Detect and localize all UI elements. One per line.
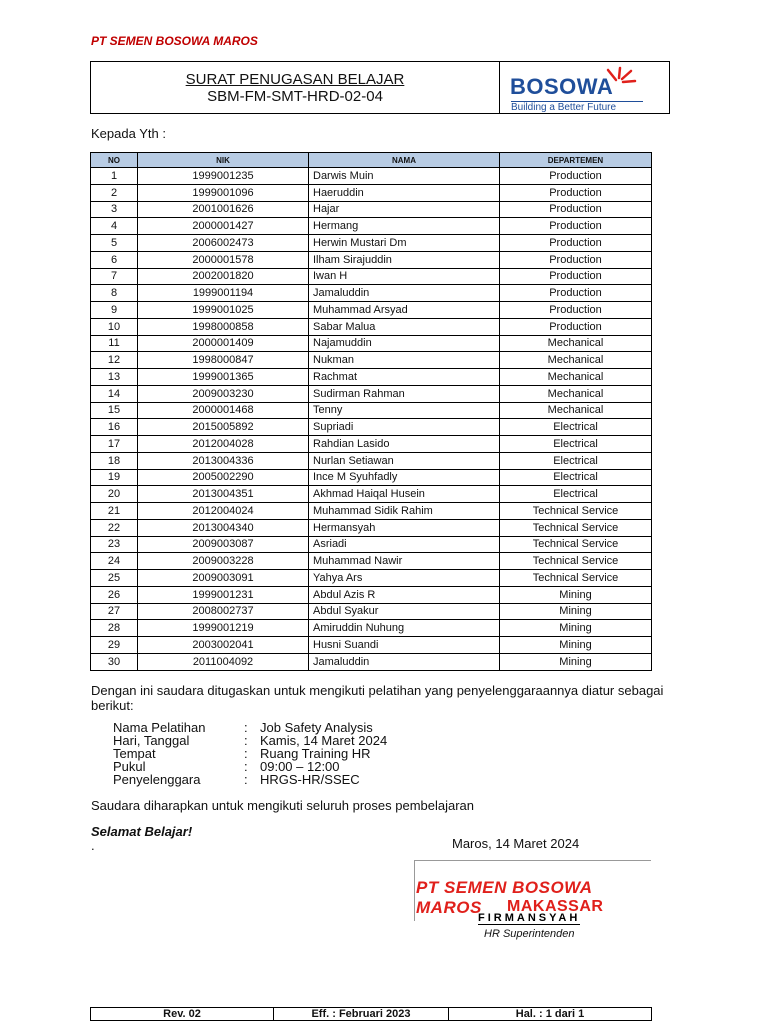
detail-label: Pukul xyxy=(113,759,146,774)
row-no: 8 xyxy=(91,285,138,302)
row-departemen: Mechanical xyxy=(500,402,652,419)
row-nik: 2015005892 xyxy=(138,419,309,436)
closing-text: Saudara diharapkan untuk mengikuti seluruh proses pembelajaran xyxy=(91,798,475,813)
row-nik: 1999001025 xyxy=(138,302,309,319)
title-cell xyxy=(91,62,500,113)
signer-name: FIRMANSYAH xyxy=(478,912,581,924)
row-no: 28 xyxy=(91,620,138,637)
row-departemen: Mining xyxy=(500,603,652,620)
stamp-company: PT SEMEN BOSOWA MAROS xyxy=(416,878,592,917)
assignment-paragraph: Dengan ini saudara ditugaskan untuk mengikuti pelatihan yang penyelenggaraannya diatur sebagai berikut: xyxy=(91,683,664,713)
row-no: 11 xyxy=(91,335,138,352)
row-nama: Herwin Mustari Dm xyxy=(309,235,500,252)
row-nik: 2011004092 xyxy=(138,653,309,670)
table-row xyxy=(91,637,652,654)
detail-label: Hari, Tanggal xyxy=(113,733,190,748)
footer-effective-date: Eff. : Februari 2023 xyxy=(274,1008,449,1020)
detail-separator: : xyxy=(244,746,248,761)
row-departemen: Technical Service xyxy=(500,519,652,536)
row-departemen: Production xyxy=(500,302,652,319)
table-row xyxy=(91,184,652,201)
table-row xyxy=(91,335,652,352)
row-departemen: Production xyxy=(500,285,652,302)
row-nama: Supriadi xyxy=(309,419,500,436)
row-departemen: Electrical xyxy=(500,486,652,503)
table-row xyxy=(91,302,652,319)
footer-page: Hal. : 1 dari 1 xyxy=(515,1008,585,1020)
table-row xyxy=(91,503,652,520)
row-nik: 2002001820 xyxy=(138,268,309,285)
row-nama: Amiruddin Nuhung xyxy=(309,620,500,637)
row-nama: Yahya Ars xyxy=(309,570,500,587)
row-no: 2 xyxy=(91,184,138,201)
row-nik: 1999001231 xyxy=(138,586,309,603)
training-details xyxy=(113,721,387,786)
recipient-label: Kepada Yth : xyxy=(91,126,166,141)
row-nik: 1999001235 xyxy=(138,168,309,185)
table-row xyxy=(91,570,652,587)
place-date: Maros, 14 Maret 2024 xyxy=(452,836,580,851)
row-departemen: Production xyxy=(500,168,652,185)
row-nama: Iwan H xyxy=(309,268,500,285)
row-no: 16 xyxy=(91,419,138,436)
row-nama: Nurlan Setiawan xyxy=(309,452,500,469)
detail-value: Job Safety Analysis xyxy=(260,720,373,735)
row-departemen: Production xyxy=(500,218,652,235)
table-row xyxy=(91,603,652,620)
table-row xyxy=(91,352,652,369)
column-header-departemen: DEPARTEMEN xyxy=(500,153,652,168)
row-no: 30 xyxy=(91,653,138,670)
row-no: 29 xyxy=(91,637,138,654)
row-nik: 2009003091 xyxy=(138,570,309,587)
detail-label: Tempat xyxy=(113,746,156,761)
row-nik: 2000001468 xyxy=(138,402,309,419)
table-row xyxy=(91,268,652,285)
row-nama: Nukman xyxy=(309,352,500,369)
row-nama: Haeruddin xyxy=(309,184,500,201)
row-nik: 2006002473 xyxy=(138,235,309,252)
row-nik: 2009003230 xyxy=(138,385,309,402)
row-nama: Najamuddin xyxy=(309,335,500,352)
row-nama: Ince M Syuhfadly xyxy=(309,469,500,486)
row-departemen: Mining xyxy=(500,637,652,654)
document-title: SURAT PENUGASAN BELAJAR xyxy=(185,70,405,88)
detail-value: HRGS-HR/SSEC xyxy=(260,772,360,787)
column-header-nik: NIK xyxy=(138,153,309,168)
row-no: 23 xyxy=(91,536,138,553)
detail-separator: : xyxy=(244,733,248,748)
table-row xyxy=(91,536,652,553)
signature-block xyxy=(412,858,652,938)
row-nik: 2008002737 xyxy=(138,603,309,620)
row-departemen: Electrical xyxy=(500,469,652,486)
row-nama: Darwis Muin xyxy=(309,168,500,185)
table-row xyxy=(91,586,652,603)
signer-title: HR Superintenden xyxy=(484,928,575,940)
row-nik: 2009003087 xyxy=(138,536,309,553)
participant-table xyxy=(90,152,652,671)
row-nik: 2000001578 xyxy=(138,251,309,268)
row-nik: 2009003228 xyxy=(138,553,309,570)
table-row xyxy=(91,469,652,486)
table-row xyxy=(91,369,652,386)
row-no: 13 xyxy=(91,369,138,386)
detail-label: Penyelenggara xyxy=(113,772,201,787)
row-departemen: Technical Service xyxy=(500,570,652,587)
table-row xyxy=(91,519,652,536)
table-row xyxy=(91,318,652,335)
row-departemen: Production xyxy=(500,268,652,285)
row-nama: Muhammad Nawir xyxy=(309,553,500,570)
row-nama: Husni Suandi xyxy=(309,637,500,654)
row-no: 4 xyxy=(91,218,138,235)
document-footer xyxy=(90,1007,652,1021)
row-nama: Hermansyah xyxy=(309,519,500,536)
row-nik: 2012004028 xyxy=(138,436,309,453)
row-nama: Ilham Sirajuddin xyxy=(309,251,500,268)
column-header-nama: NAMA xyxy=(309,153,500,168)
row-nik: 1999001194 xyxy=(138,285,309,302)
row-departemen: Technical Service xyxy=(500,536,652,553)
row-departemen: Production xyxy=(500,184,652,201)
detail-separator: : xyxy=(244,759,248,774)
row-nik: 2012004024 xyxy=(138,503,309,520)
row-nama: Abdul Azis R xyxy=(309,586,500,603)
row-departemen: Mechanical xyxy=(500,352,652,369)
row-no: 7 xyxy=(91,268,138,285)
detail-value: 09:00 – 12:00 xyxy=(260,759,340,774)
row-nik: 2001001626 xyxy=(138,201,309,218)
detail-separator: : xyxy=(244,772,248,787)
row-departemen: Mining xyxy=(500,586,652,603)
row-nama: Akhmad Haiqal Husein xyxy=(309,486,500,503)
row-nik: 2013004336 xyxy=(138,452,309,469)
row-nik: 1998000847 xyxy=(138,352,309,369)
row-nama: Tenny xyxy=(309,402,500,419)
row-nik: 1999001096 xyxy=(138,184,309,201)
document-title-box xyxy=(90,61,670,114)
detail-separator: : xyxy=(244,720,248,735)
logo-tagline: Building a Better Future xyxy=(511,101,643,113)
row-nama: Jamaluddin xyxy=(309,285,500,302)
row-no: 9 xyxy=(91,302,138,319)
table-row xyxy=(91,201,652,218)
row-nama: Sabar Malua xyxy=(309,318,500,335)
table-row xyxy=(91,553,652,570)
stamp-city: MAKASSAR xyxy=(507,898,604,915)
detail-label: Nama Pelatihan xyxy=(113,720,206,735)
table-row xyxy=(91,452,652,469)
row-no: 21 xyxy=(91,503,138,520)
row-departemen: Electrical xyxy=(500,436,652,453)
column-header-no: NO xyxy=(91,153,138,168)
row-nik: 1998000858 xyxy=(138,318,309,335)
row-nama: Sudirman Rahman xyxy=(309,385,500,402)
row-no: 12 xyxy=(91,352,138,369)
row-no: 27 xyxy=(91,603,138,620)
table-row xyxy=(91,402,652,419)
row-departemen: Production xyxy=(500,251,652,268)
row-nama: Muhammad Arsyad xyxy=(309,302,500,319)
row-no: 20 xyxy=(91,486,138,503)
detail-row xyxy=(113,773,387,786)
row-nama: Rachmat xyxy=(309,369,500,386)
table-row xyxy=(91,419,652,436)
row-no: 19 xyxy=(91,469,138,486)
row-nik: 2000001427 xyxy=(138,218,309,235)
row-no: 10 xyxy=(91,318,138,335)
detail-value: Kamis, 14 Maret 2024 xyxy=(260,733,388,748)
bosowa-logo xyxy=(500,62,669,113)
row-nik: 2013004351 xyxy=(138,486,309,503)
row-no: 14 xyxy=(91,385,138,402)
row-no: 3 xyxy=(91,201,138,218)
row-departemen: Electrical xyxy=(500,452,652,469)
row-nik: 1999001219 xyxy=(138,620,309,637)
row-nama: Rahdian Lasido xyxy=(309,436,500,453)
row-nama: Abdul Syakur xyxy=(309,603,500,620)
document-code: SBM-FM-SMT-HRD-02-04 xyxy=(207,87,383,105)
row-no: 5 xyxy=(91,235,138,252)
row-departemen: Mining xyxy=(500,620,652,637)
row-departemen: Mining xyxy=(500,653,652,670)
table-row xyxy=(91,251,652,268)
row-nik: 2000001409 xyxy=(138,335,309,352)
table-row xyxy=(91,168,652,185)
row-nama: Jamaluddin xyxy=(309,653,500,670)
detail-value: Ruang Training HR xyxy=(260,746,371,761)
table-row xyxy=(91,436,652,453)
row-no: 6 xyxy=(91,251,138,268)
row-departemen: Production xyxy=(500,318,652,335)
row-no: 18 xyxy=(91,452,138,469)
row-no: 26 xyxy=(91,586,138,603)
table-row xyxy=(91,620,652,637)
row-departemen: Technical Service xyxy=(500,553,652,570)
dot-mark: . xyxy=(91,838,95,853)
row-no: 25 xyxy=(91,570,138,587)
row-departemen: Production xyxy=(500,201,652,218)
row-no: 24 xyxy=(91,553,138,570)
table-row xyxy=(91,285,652,302)
row-departemen: Technical Service xyxy=(500,503,652,520)
row-nik: 2003002041 xyxy=(138,637,309,654)
row-nik: 2005002290 xyxy=(138,469,309,486)
row-departemen: Mechanical xyxy=(500,369,652,386)
row-nama: Hermang xyxy=(309,218,500,235)
row-nik: 1999001365 xyxy=(138,369,309,386)
row-no: 17 xyxy=(91,436,138,453)
table-row xyxy=(91,218,652,235)
row-no: 15 xyxy=(91,402,138,419)
row-nama: Hajar xyxy=(309,201,500,218)
row-departemen: Mechanical xyxy=(500,335,652,352)
table-row xyxy=(91,486,652,503)
row-departemen: Production xyxy=(500,235,652,252)
footer-revision: Rev. 02 xyxy=(91,1008,274,1020)
logo-star-icon xyxy=(604,66,640,88)
detail-row xyxy=(113,747,387,760)
row-departemen: Electrical xyxy=(500,419,652,436)
table-row xyxy=(91,653,652,670)
row-nik: 2013004340 xyxy=(138,519,309,536)
greeting-text: Selamat Belajar! xyxy=(91,824,193,839)
row-departemen: Mechanical xyxy=(500,385,652,402)
logo-wordmark: BOSOWA xyxy=(510,74,614,99)
table-row xyxy=(91,235,652,252)
row-nama: Asriadi xyxy=(309,536,500,553)
company-name-header: PT SEMEN BOSOWA MAROS xyxy=(91,34,258,48)
row-no: 22 xyxy=(91,519,138,536)
row-no: 1 xyxy=(91,168,138,185)
row-nama: Muhammad Sidik Rahim xyxy=(309,503,500,520)
table-header-row xyxy=(91,153,652,168)
table-row xyxy=(91,385,652,402)
